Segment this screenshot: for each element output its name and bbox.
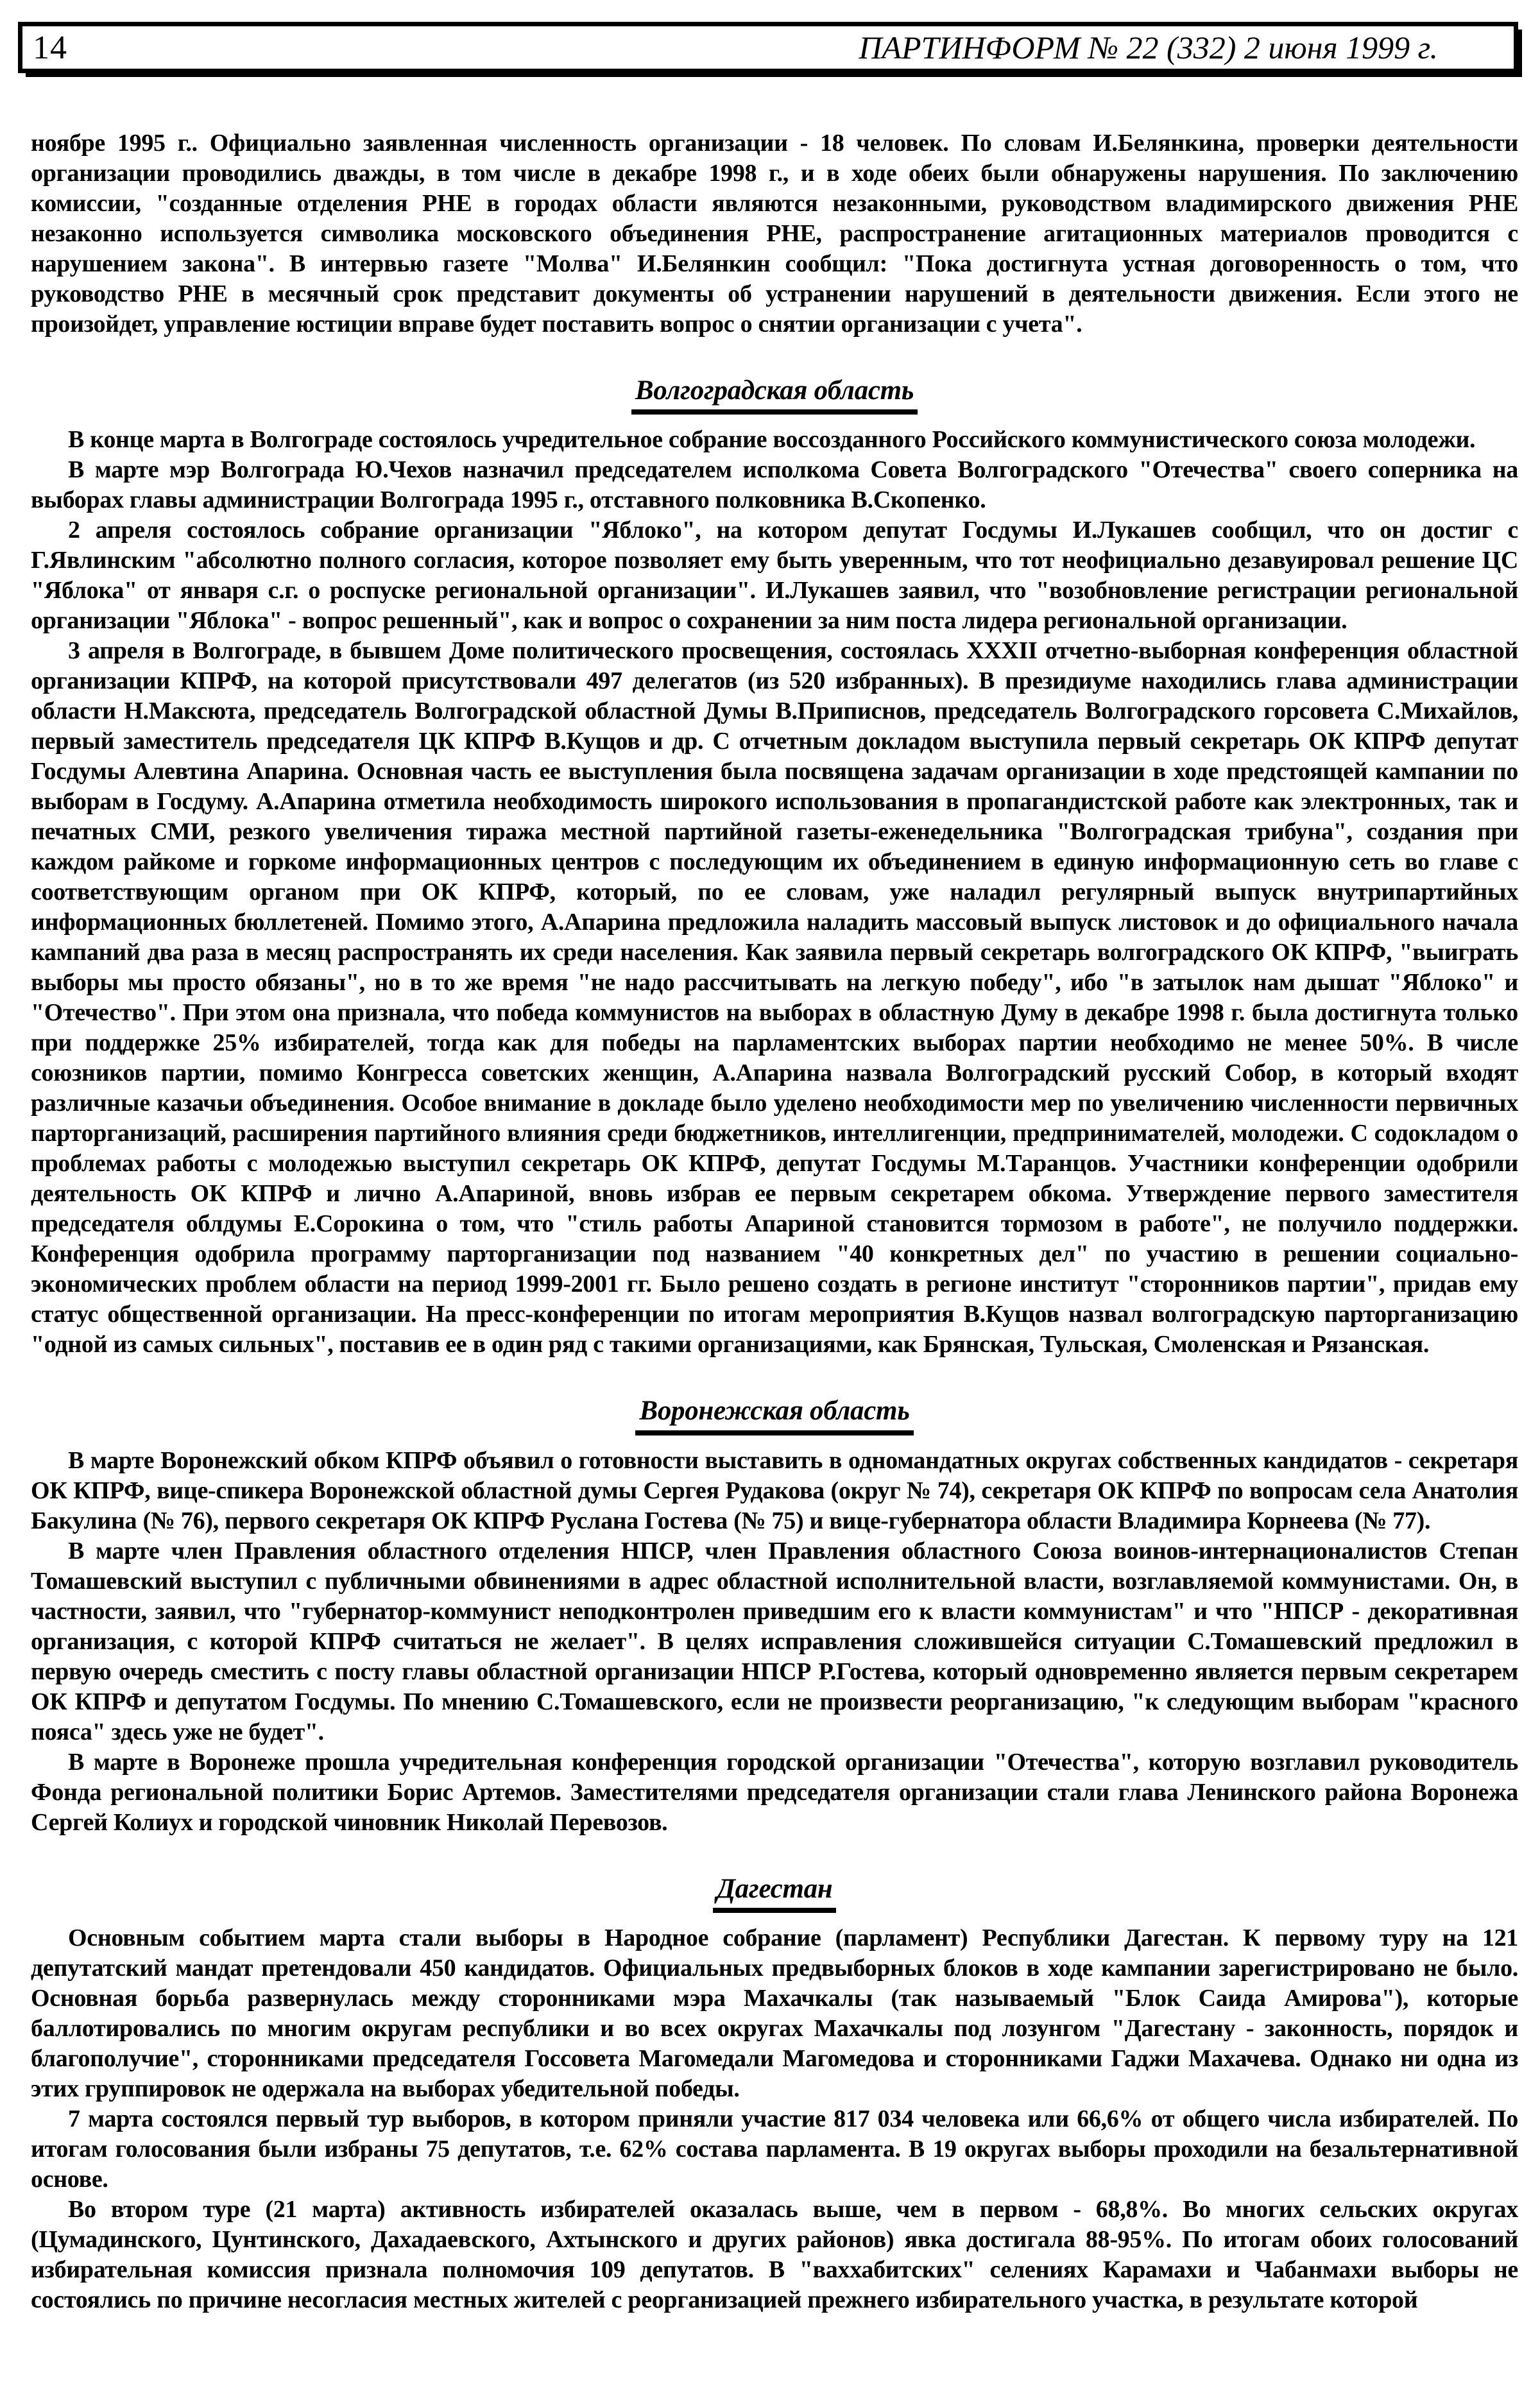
page-body — [31, 128, 1518, 2315]
section-heading-voronezh: Воронежская область — [635, 1396, 913, 1435]
paragraph: 2 апреля состоялось собрание организации "Яблоко", на котором депутат Госдумы И.Лукашев сообщил, что он достиг с Г.Явлинским "абсолютно полного согласия, которое позволяет ему быть уверенным, что тот неофициально дезавуировал решение ЦС "Яблока" от января с.г. о роспуске региональной организации". И.Лукашев заявил, что "возобновление регистрации региональной организации "Яблока" - вопрос решенный", как и вопрос о сохранении за ним поста лидера региональной организации. — [31, 517, 1518, 635]
paragraph: В марте в Воронеже прошла учредительная конференция городской организации "Отечества", которую возглавил руководитель Фонда региональной политики Борис Артемов. Заместителями председателя организации стали глава Ленинского района Воронежа Сергей Колиух и городской чиновник Николай Перевозов. — [31, 1748, 1518, 1836]
page-header — [18, 22, 1518, 73]
paragraph: Во втором туре (21 марта) активность избирателей оказалась выше, чем в первом - 68,8%. Во многих сельских округах (Цумадинского, Цунтинского, Дахадаевского, Ахтынского и других районов) явка достигала 88-95%. По итогам обоих голосований избирательная комиссия признала полномочия 109 депутатов. В "ваххабитских" селениях Карамахи и Чабанмахи выборы не состоялись по причине несогласия местных жителей с реорганизацией прежнего избирательного участка, в результате которой — [31, 2195, 1518, 2313]
paragraph: Основным событием марта стали выборы в Народное собрание (парламент) Республики Дагестан. К первому туру на 121 депутатский мандат претендовали 450 кандидатов. Официальных предвыборных блоков в ходе кампании зарегистрировано не было. Основная борьба развернулась между сторонниками мэра Махачкалы (так называемый "Блок Саида Амирова"), которые баллотировались по многим округам республики и во всех округах Махачкалы под лозунгом "Дагестану - законность, порядок и благополучие", сторонниками председателя Госсовета Магомедали Магомедова и сторонниками Гаджи Махачева. Однако ни одна из этих группировок не одержала на выборах убедительной победы. — [31, 1924, 1518, 2102]
section-heading-wrap — [31, 375, 1518, 415]
newsletter-title: ПАРТИНФОРМ № 22 (332) 2 июня 1999 г. — [859, 30, 1438, 65]
paragraph: 7 марта состоялся первый тур выборов, в котором приняли участие 817 034 человека или 66,6% от общего числа избирателей. По итогам голосования были избраны 75 депутатов, т.е. 62% состава парламента. В 19 округах выборы проходили на безальтернативной основе. — [31, 2105, 1518, 2193]
page-number: 14 — [33, 29, 67, 66]
paragraph: В марте мэр Волгограда Ю.Чехов назначил председателем исполкома Совета Волгоградского "Отечества" своего соперника на выборах главы администрации Волгограда 1995 г., отставного полковника В.Скопенко. — [31, 456, 1518, 514]
paragraph: В марте член Правления областного отделения НПСР, член Правления областного Союза воинов-интернационалистов Степан Томашевский выступил с публичными обвинениями в адрес областной исполнительной власти, возглавляемой коммунистами. Он, в частности, заявил, что "губернатор-коммунист неподконтролен приведшим его к власти коммунистам" и что "НПСР - декоративная организация, с которой КПРФ считаться не желает". В целях исправления сложившейся ситуации С.Томашевский предложил в первую очередь сместить с посту главы областной организации НПСР Р.Гостева, который одновременно является первым секретарем ОК КПРФ и депутатом Госдумы. По мнению С.Томашевского, если не произвести реорганизацию, "к следующим выборам "красного пояса" здесь уже не будет". — [31, 1537, 1518, 1745]
section-heading-wrap — [31, 1874, 1518, 1913]
section-voronezh-oblast — [31, 1396, 1518, 1837]
paragraph: 3 апреля в Волгограде, в бывшем Доме политического просвещения, состоялась XXXII отчетно-выборная конференция областной организации КПРФ, на которой присутствовали 497 делегатов (из 520 избранных). В президиуме находились глава администрации области Н.Максюта, председатель Волгоградской областной Думы В.Приписнов, председатель Волгоградского горсовета С.Михайлов, первый заместитель председателя ЦК КПРФ В.Кущов и др. С отчетным докладом выступила первый секретарь ОК КПРФ депутат Госдумы Алевтина Апарина. Основная часть ее выступления была посвящена задачам организации в ходе предстоящей кампании по выборам в Госдуму. А.Апарина отметила необходимость широкого использования в пропагандистской работе как электронных, так и печатных СМИ, резкого увеличения тиража местной партийной газеты-еженедельника "Волгоградская трибуна", создания при каждом райкоме и горкоме информационных центров с последующим их объединением в единую информационную сеть во главе с соответствующим органом при ОК КПРФ, который, по ее словам, уже наладил регулярный выпуск внутрипартийных информационных бюллетеней. Помимо этого, А.Апарина предложила наладить массовый выпуск листовок и до официального начала кампаний два раза в месяц распространять их среди населения. Как заявила первый секретарь волгоградского ОК КПРФ, "выиграть выборы мы просто обязаны", но в то же время "не надо рассчитывать на легкую победу", ибо "в затылок нам дышат "Яблоко" и "Отечество". При этом она признала, что победа коммунистов на выборах в областную Думу в декабре 1998 г. была достигнута только при поддержке 25% избирателей, тогда как для победы на парламентских выборах партии необходимо не менее 50%. В числе союзников партии, помимо Конгресса советских женщин, А.Апарина назвала Волгоградский русский Собор, в который входят различные казачьи объединения. Особое внимание в докладе было уделено необходимости мер по увеличению численности первичных парторганизаций, расширения партийного влияния среди бюджетников, интеллигенции, предпринимателей, молодежи. С содокладом о проблемах работы с молодежью выступил секретарь ОК КПРФ, депутат Госдумы М.Таранцов. Участники конференции одобрили деятельность ОК КПРФ и лично А.Апариной, вновь избрав ее первым секретарем обкома. Утверждение первого заместителя председателя облдумы Е.Сорокина о том, что "стиль работы Апариной становится тормозом в работе", не получило поддержки. Конференция одобрила программу парторганизации под названием "40 конкретных дел" по участию в решении социально-экономических проблем области на период 1999-2001 гг. Было решено создать в регионе институт "сторонников партии", придав ему статус общественной организации. На пресс-конференции по итогам мероприятия В.Кущов назвал волгоградскую парторганизацию "одной из самых сильных", поставив ее в один ряд с такими организациями, как Брянская, Тульская, Смоленская и Рязанская. — [31, 637, 1518, 1358]
section-heading-dagestan: Дагестан — [713, 1874, 837, 1913]
section-volgograd-oblast — [31, 375, 1518, 1360]
section-continuation — [31, 128, 1518, 339]
paragraph: В конце марта в Волгограде состоялось учредительное собрание воссозданного Российского коммунистического союза молодежи. — [68, 426, 1476, 454]
section-heading-wrap — [31, 1396, 1518, 1435]
paragraph: В марте Воронежский обком КПРФ объявил о готовности выставить в одномандатных округах собственных кандидатов - секретаря ОК КПРФ, вице-спикера Воронежской областной думы Сергея Рудакова (округ № 74), секретаря ОК КПРФ по вопросам села Анатолия Бакулина (№ 76), первого секретаря ОК КПРФ Руслана Гостева (№ 75) и вице-губернатора области Владимира Корнеева (№ 77). — [31, 1446, 1518, 1534]
paragraph: ноябре 1995 г.. Официально заявленная численность организации - 18 человек. По словам И.Белянкина, проверки деятельности организации проводились дважды, в том числе в декабре 1998 г., и в ходе обеих были обнаружены нарушения. По заключению комиссии, "созданные отделения РНЕ в городах области являются незаконными, руководством владимирского движения РНЕ незаконно используется символика московского объединения РНЕ, распространение агитационных материалов проводится с нарушением закона". В интервью газете "Молва" И.Белянкин сообщил: "Пока достигнута устная договоренность о том, что руководство РНЕ в месячный срок представит документы об устранении нарушений в деятельности движения. Если этого не произойдет, управление юстиции вправе будет поставить вопрос о снятии организации с учета". — [31, 130, 1518, 338]
section-dagestan — [31, 1874, 1518, 2315]
section-heading-volgograd: Волгоградская область — [631, 375, 918, 415]
